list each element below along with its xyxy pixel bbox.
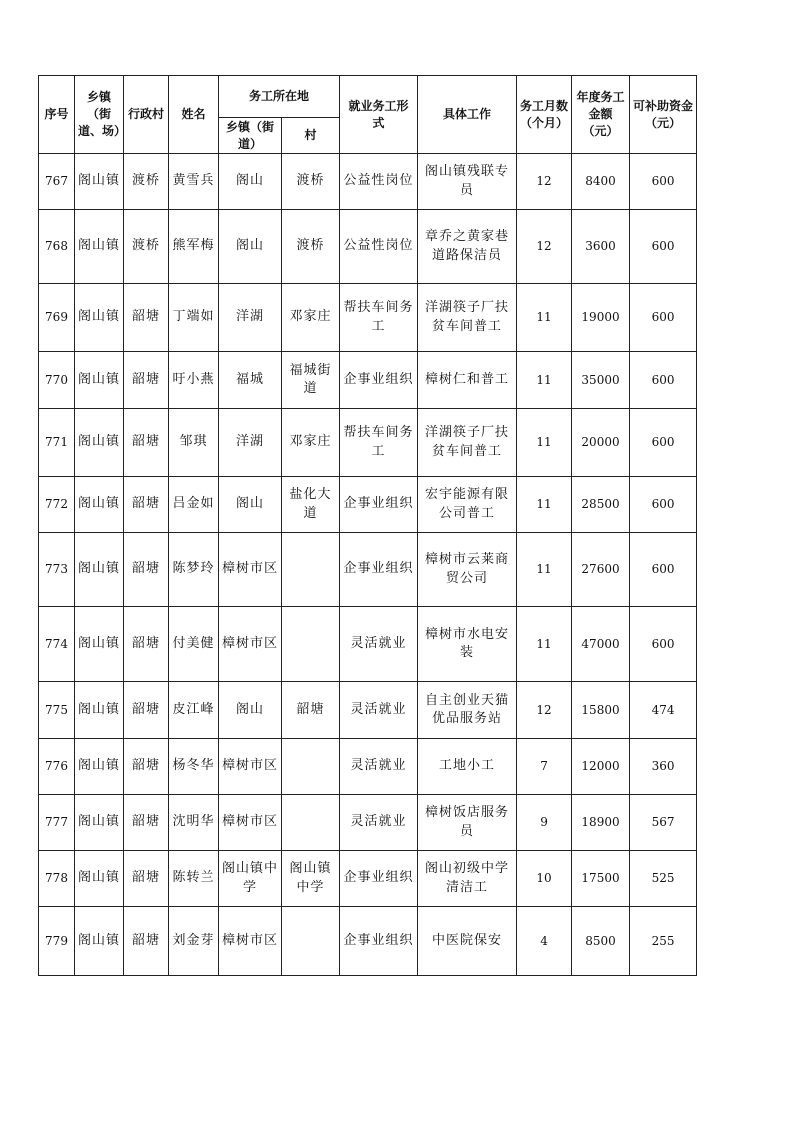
row-job: 自主创业天猫优品服务站: [418, 682, 517, 739]
row-subsidy: 474: [630, 682, 697, 739]
row-seq: 772: [39, 477, 75, 533]
row-amount: 8500: [572, 907, 630, 976]
table-row: [39, 533, 697, 607]
row-name: 丁端如: [169, 284, 219, 352]
row-town: 阁山镇: [75, 795, 124, 851]
row-seq: 771: [39, 409, 75, 477]
row-months: 4: [517, 907, 572, 976]
row-employment-form: 帮扶车间务工: [340, 284, 418, 352]
row-seq: 769: [39, 284, 75, 352]
table-row: [39, 907, 697, 976]
row-work-town: 阁山: [219, 154, 282, 210]
row-name: 杨冬华: [169, 739, 219, 795]
table-row: [39, 795, 697, 851]
row-job: 宏宇能源有限公司普工: [418, 477, 517, 533]
row-amount: 15800: [572, 682, 630, 739]
row-work-village: 阁山镇中学: [282, 851, 340, 907]
row-seq: 778: [39, 851, 75, 907]
row-months: 11: [517, 284, 572, 352]
row-employment-form: 灵活就业: [340, 739, 418, 795]
row-subsidy: 600: [630, 284, 697, 352]
header-form: 就业务工形式: [340, 76, 418, 154]
employment-subsidy-table: [38, 75, 697, 976]
row-amount: 27600: [572, 533, 630, 607]
row-name: 沈明华: [169, 795, 219, 851]
table-row: [39, 352, 697, 409]
row-seq: 774: [39, 607, 75, 682]
row-name: 陈梦玲: [169, 533, 219, 607]
row-months: 12: [517, 154, 572, 210]
row-name: 邹琪: [169, 409, 219, 477]
row-work-village: 福城街道: [282, 352, 340, 409]
row-employment-form: 企事业组织: [340, 352, 418, 409]
row-months: 11: [517, 607, 572, 682]
row-town: 阁山镇: [75, 477, 124, 533]
row-name: 皮江峰: [169, 682, 219, 739]
row-amount: 47000: [572, 607, 630, 682]
row-amount: 18900: [572, 795, 630, 851]
row-subsidy: 600: [630, 477, 697, 533]
row-job: 樟树仁和普工: [418, 352, 517, 409]
row-job: 洋湖筷子厂扶贫车间普工: [418, 284, 517, 352]
row-amount: 17500: [572, 851, 630, 907]
row-work-town: 洋湖: [219, 409, 282, 477]
row-job: 章乔之黄家巷道路保洁员: [418, 210, 517, 284]
row-work-village: [282, 907, 340, 976]
row-months: 11: [517, 409, 572, 477]
header-seq: 序号: [39, 76, 75, 154]
row-months: 11: [517, 477, 572, 533]
row-subsidy: 567: [630, 795, 697, 851]
row-name: 陈转兰: [169, 851, 219, 907]
row-subsidy: 600: [630, 409, 697, 477]
header-name: 姓名: [169, 76, 219, 154]
row-amount: 8400: [572, 154, 630, 210]
table-row: [39, 851, 697, 907]
row-town: 阁山镇: [75, 352, 124, 409]
row-town: 阁山镇: [75, 907, 124, 976]
row-employment-form: 企事业组织: [340, 907, 418, 976]
row-town: 阁山镇: [75, 533, 124, 607]
row-village: 韶塘: [124, 533, 169, 607]
row-employment-form: 企事业组织: [340, 477, 418, 533]
row-village: 韶塘: [124, 284, 169, 352]
header-town: 乡镇（街道、场）: [75, 76, 124, 154]
row-work-village: [282, 739, 340, 795]
row-subsidy: 255: [630, 907, 697, 976]
row-work-village: [282, 533, 340, 607]
row-employment-form: 企事业组织: [340, 533, 418, 607]
table-row: [39, 477, 697, 533]
row-job: 洋湖筷子厂扶贫车间普工: [418, 409, 517, 477]
row-village: 韶塘: [124, 851, 169, 907]
row-job: 樟树市云莱商贸公司: [418, 533, 517, 607]
row-seq: 776: [39, 739, 75, 795]
row-subsidy: 600: [630, 210, 697, 284]
row-work-town: 樟树市区: [219, 795, 282, 851]
row-months: 12: [517, 210, 572, 284]
row-work-town: 阁山: [219, 682, 282, 739]
row-amount: 20000: [572, 409, 630, 477]
header-amount: 年度务工金额（元）: [572, 76, 630, 154]
row-subsidy: 600: [630, 607, 697, 682]
row-seq: 770: [39, 352, 75, 409]
header-loc-town: 乡镇（街道）: [219, 118, 282, 154]
row-job: 阁山初级中学清洁工: [418, 851, 517, 907]
header-job: 具体工作: [418, 76, 517, 154]
row-name: 刘金芽: [169, 907, 219, 976]
row-seq: 779: [39, 907, 75, 976]
row-work-village: 渡桥: [282, 210, 340, 284]
row-town: 阁山镇: [75, 210, 124, 284]
row-town: 阁山镇: [75, 851, 124, 907]
row-village: 韶塘: [124, 607, 169, 682]
row-name: 吁小燕: [169, 352, 219, 409]
row-town: 阁山镇: [75, 409, 124, 477]
table-row: [39, 607, 697, 682]
row-name: 吕金如: [169, 477, 219, 533]
row-town: 阁山镇: [75, 739, 124, 795]
row-employment-form: 灵活就业: [340, 795, 418, 851]
row-village: 渡桥: [124, 154, 169, 210]
row-town: 阁山镇: [75, 682, 124, 739]
row-village: 韶塘: [124, 409, 169, 477]
row-amount: 19000: [572, 284, 630, 352]
row-work-village: 邓家庄: [282, 284, 340, 352]
header-months: 务工月数（个月）: [517, 76, 572, 154]
row-amount: 35000: [572, 352, 630, 409]
row-name: 熊军梅: [169, 210, 219, 284]
table-row: [39, 739, 697, 795]
row-employment-form: 帮扶车间务工: [340, 409, 418, 477]
row-employment-form: 企事业组织: [340, 851, 418, 907]
table-row: [39, 284, 697, 352]
row-village: 渡桥: [124, 210, 169, 284]
row-job: 樟树市水电安装: [418, 607, 517, 682]
row-town: 阁山镇: [75, 284, 124, 352]
row-name: 黄雪兵: [169, 154, 219, 210]
row-work-town: 樟树市区: [219, 607, 282, 682]
header-subsidy: 可补助资金（元）: [630, 76, 697, 154]
row-employment-form: 公益性岗位: [340, 154, 418, 210]
row-employment-form: 灵活就业: [340, 682, 418, 739]
row-months: 12: [517, 682, 572, 739]
row-work-village: 盐化大道: [282, 477, 340, 533]
row-work-town: 樟树市区: [219, 907, 282, 976]
table-row: [39, 210, 697, 284]
row-seq: 767: [39, 154, 75, 210]
row-months: 10: [517, 851, 572, 907]
row-subsidy: 600: [630, 352, 697, 409]
row-subsidy: 600: [630, 533, 697, 607]
row-village: 韶塘: [124, 739, 169, 795]
header-village: 行政村: [124, 76, 169, 154]
row-job: 工地小工: [418, 739, 517, 795]
row-months: 9: [517, 795, 572, 851]
row-amount: 3600: [572, 210, 630, 284]
header-loc-village: 村: [282, 118, 340, 154]
row-seq: 773: [39, 533, 75, 607]
row-village: 韶塘: [124, 352, 169, 409]
row-work-town: 洋湖: [219, 284, 282, 352]
row-work-village: 渡桥: [282, 154, 340, 210]
row-town: 阁山镇: [75, 154, 124, 210]
row-village: 韶塘: [124, 907, 169, 976]
row-subsidy: 600: [630, 154, 697, 210]
row-job: 樟树饭店服务员: [418, 795, 517, 851]
row-employment-form: 公益性岗位: [340, 210, 418, 284]
row-months: 7: [517, 739, 572, 795]
row-village: 韶塘: [124, 795, 169, 851]
row-work-town: 福城: [219, 352, 282, 409]
row-amount: 28500: [572, 477, 630, 533]
row-months: 11: [517, 533, 572, 607]
row-work-town: 樟树市区: [219, 739, 282, 795]
row-work-village: [282, 795, 340, 851]
row-work-town: 阁山: [219, 210, 282, 284]
row-village: 韶塘: [124, 682, 169, 739]
row-amount: 12000: [572, 739, 630, 795]
header-location: 务工所在地: [219, 76, 340, 118]
row-work-village: 邓家庄: [282, 409, 340, 477]
row-work-town: 阁山: [219, 477, 282, 533]
row-seq: 775: [39, 682, 75, 739]
row-work-town: 樟树市区: [219, 533, 282, 607]
row-subsidy: 525: [630, 851, 697, 907]
row-town: 阁山镇: [75, 607, 124, 682]
row-seq: 777: [39, 795, 75, 851]
table-row: [39, 154, 697, 210]
row-seq: 768: [39, 210, 75, 284]
row-name: 付美健: [169, 607, 219, 682]
row-employment-form: 灵活就业: [340, 607, 418, 682]
row-months: 11: [517, 352, 572, 409]
row-job: 中医院保安: [418, 907, 517, 976]
row-job: 阁山镇残联专员: [418, 154, 517, 210]
table-row: [39, 409, 697, 477]
row-work-town: 阁山镇中学: [219, 851, 282, 907]
row-subsidy: 360: [630, 739, 697, 795]
row-village: 韶塘: [124, 477, 169, 533]
row-work-village: 韶塘: [282, 682, 340, 739]
row-work-village: [282, 607, 340, 682]
table-row: [39, 682, 697, 739]
